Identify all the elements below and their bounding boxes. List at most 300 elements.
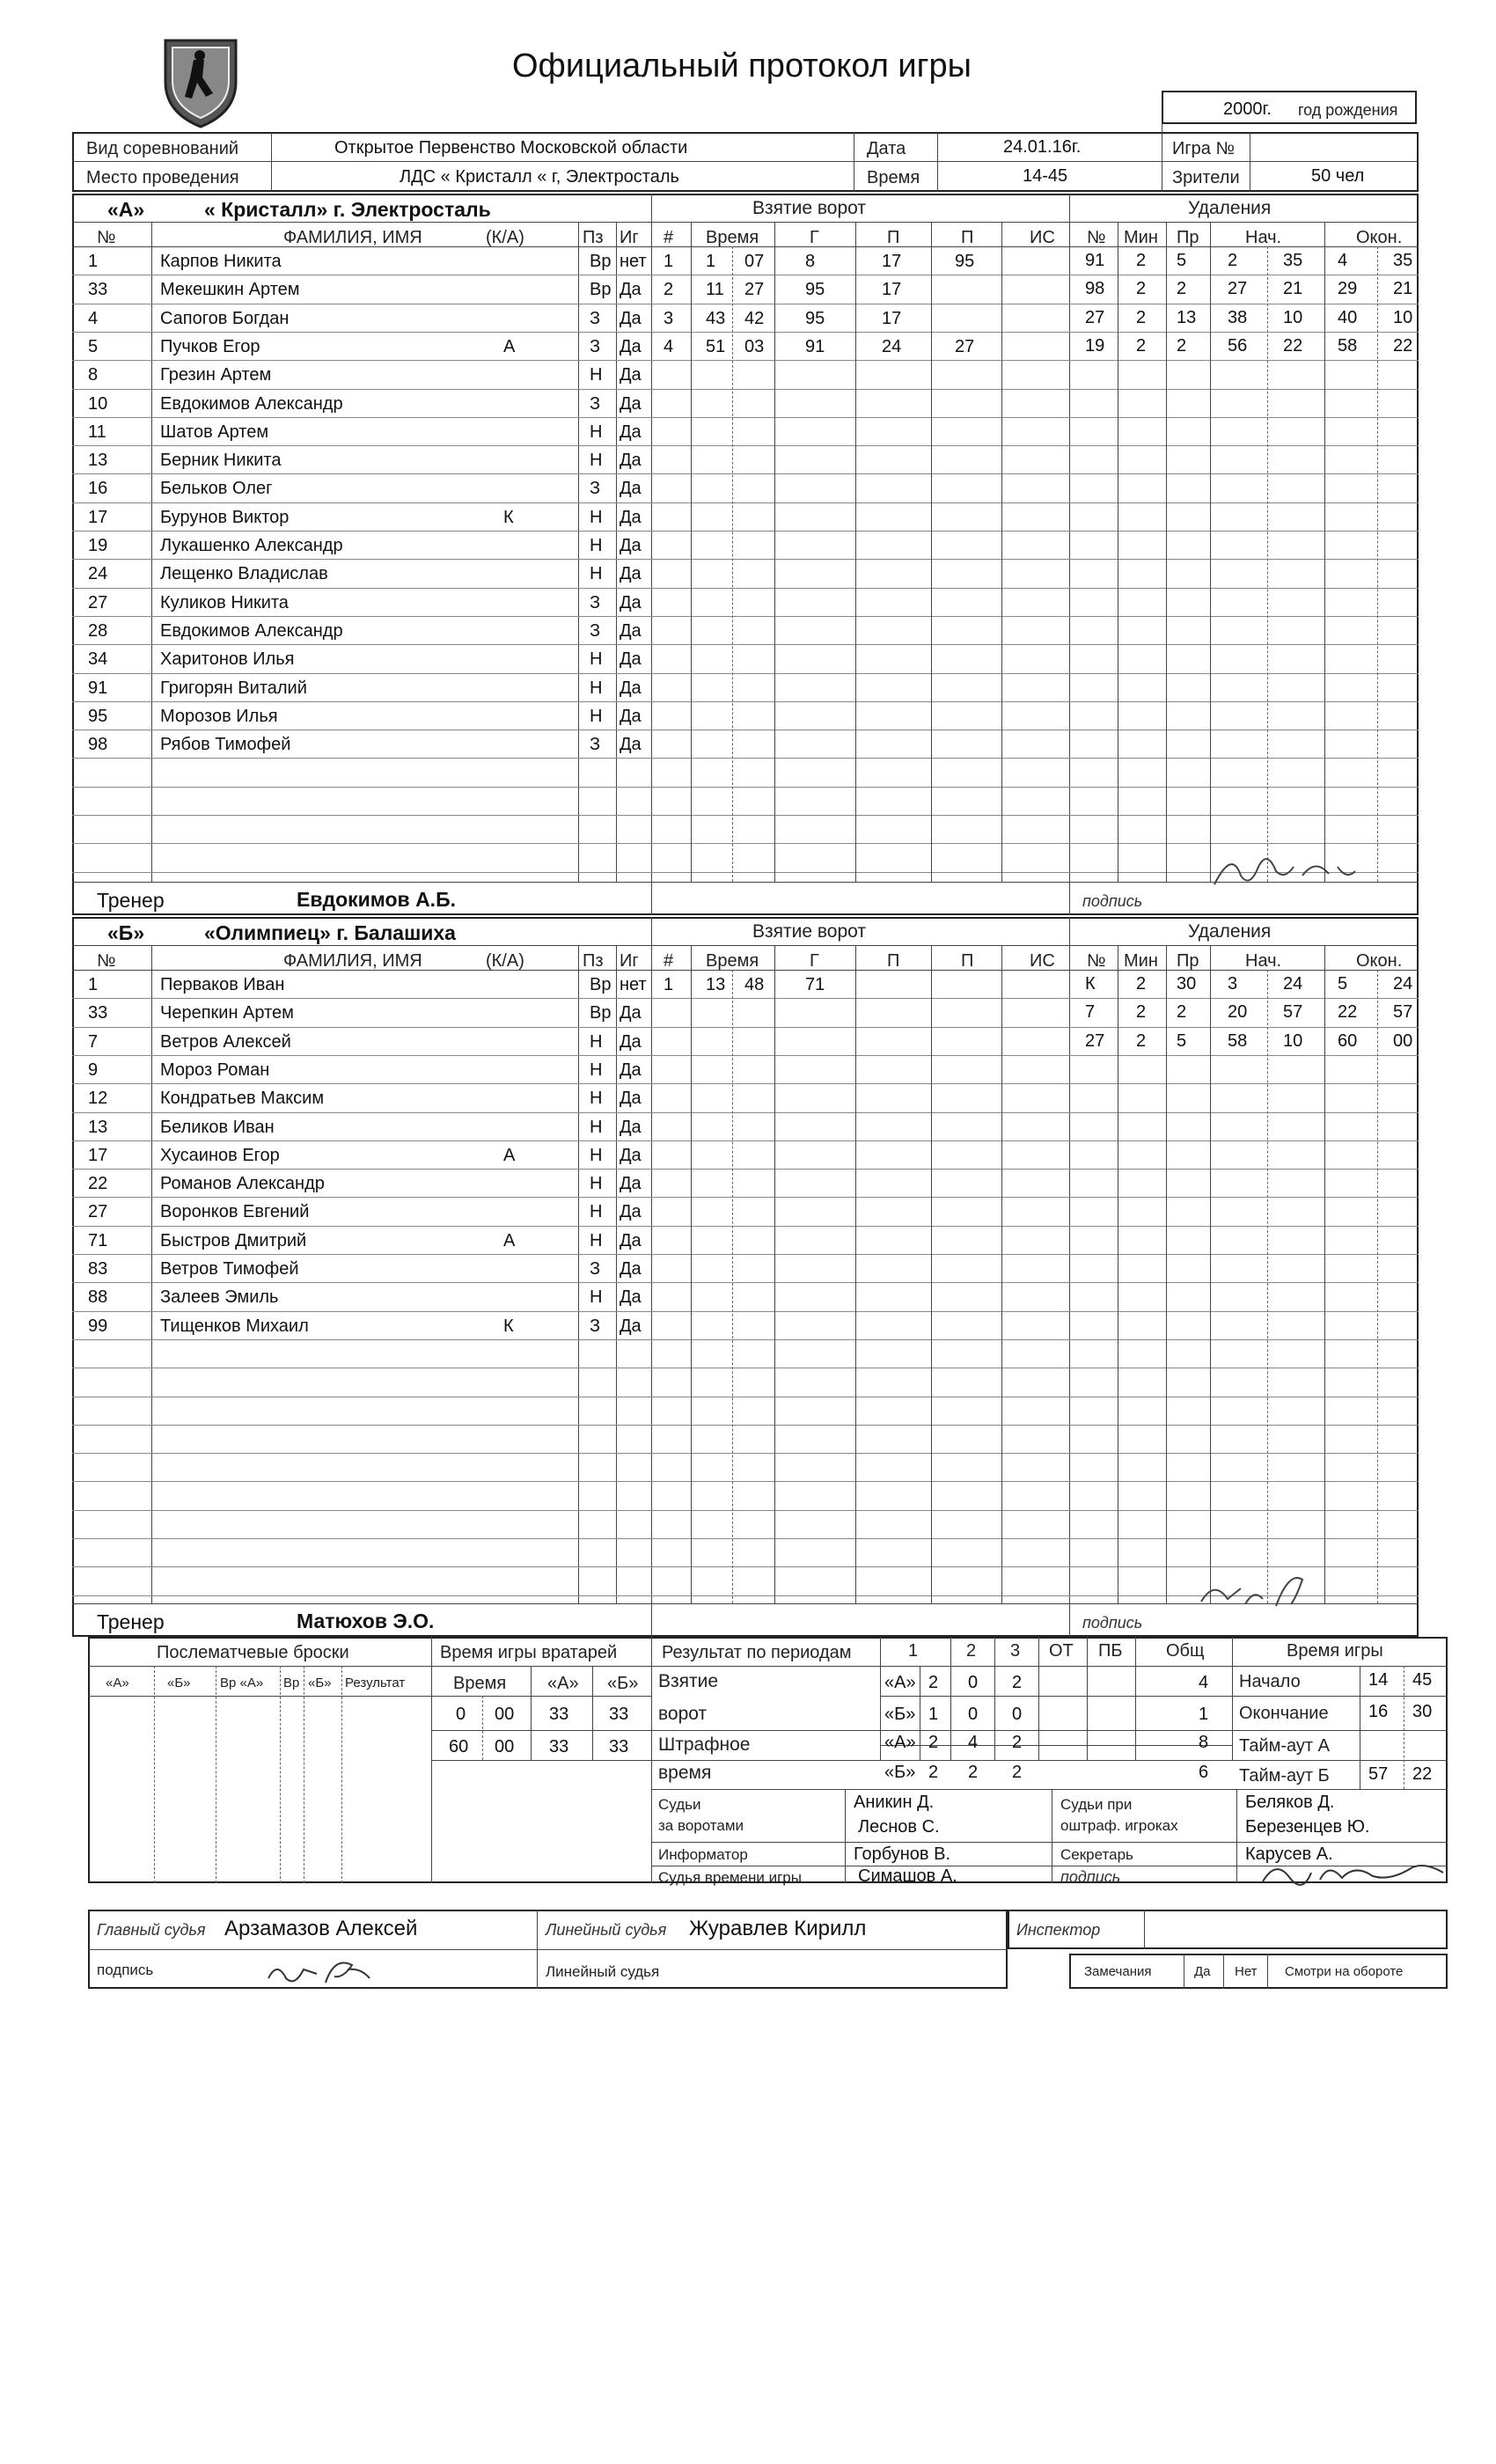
player-number: 16 <box>88 479 108 499</box>
teamA-goal-col-0: # <box>664 228 674 247</box>
player-played: Да <box>620 1060 642 1080</box>
goal-assist-2: 95 <box>955 252 975 271</box>
penalty-start-sec: 22 <box>1283 335 1303 356</box>
player-number: 33 <box>88 1003 108 1023</box>
player-row <box>72 701 651 730</box>
period-row-total: 1 <box>1199 1705 1209 1724</box>
player-row <box>72 1282 651 1310</box>
teamB-goal-col-4: П <box>961 951 974 971</box>
period-col-2: 2 <box>966 1641 977 1661</box>
player-played: Да <box>620 336 642 356</box>
goalie-time-col-b: «Б» <box>607 1674 639 1693</box>
player-position: Н <box>590 536 603 555</box>
player-number: 98 <box>88 735 108 755</box>
teamA-pen-col-3: Нач. <box>1245 228 1282 247</box>
teamA-sign-label: подпись <box>1082 892 1143 910</box>
penalty-start-min: 38 <box>1228 307 1248 327</box>
competition-value: Открытое Первенство Московской области <box>334 138 688 158</box>
teamB-goal-col-5: ИС <box>1030 951 1055 971</box>
player-played: Да <box>620 735 642 755</box>
player-played: Да <box>620 393 642 414</box>
player-number: 17 <box>88 1145 108 1165</box>
player-position: Н <box>590 649 603 670</box>
player-played: Да <box>620 365 642 385</box>
date-label: Дата <box>867 139 906 158</box>
player-played: Да <box>620 1174 642 1194</box>
period-row-team: «А» <box>884 1733 916 1752</box>
timeout-b-label: Тайм-аут Б <box>1239 1766 1330 1786</box>
teamA-coach-label: Тренер <box>97 889 165 912</box>
goal-judges-label2: за воротами <box>658 1817 744 1834</box>
teamB-coach-label: Тренер <box>97 1610 165 1633</box>
player-number: 83 <box>88 1259 108 1279</box>
goal-number: 1 <box>664 252 674 271</box>
penalty-player: К <box>1085 974 1096 994</box>
player-row <box>72 531 651 559</box>
player-position: Н <box>590 507 603 527</box>
player-played: Да <box>620 1316 642 1336</box>
place-label: Место проведения <box>86 168 239 187</box>
player-played: Да <box>620 1259 642 1279</box>
player-row <box>72 970 651 998</box>
player-position: Н <box>590 1287 603 1308</box>
player-played: Да <box>620 649 642 670</box>
penalty-reason: 5 <box>1177 1030 1187 1051</box>
game-start-m: 45 <box>1412 1670 1433 1690</box>
penalty-start-sec: 57 <box>1283 1002 1303 1023</box>
player-name: Лещенко Владислав <box>160 564 328 584</box>
teamB-pen-col-1: Мин <box>1124 951 1158 971</box>
player-name: Карпов Никита <box>160 252 282 271</box>
penalty-end-sec: 22 <box>1393 335 1413 356</box>
game-start-h: 14 <box>1368 1670 1389 1690</box>
player-name: Романов Александр <box>160 1174 325 1194</box>
game-end-h: 16 <box>1368 1702 1389 1721</box>
player-name: Берник Никита <box>160 451 282 471</box>
penalty-reason: 5 <box>1177 251 1187 270</box>
player-played: Да <box>620 280 642 300</box>
teamB-col-ig: Иг <box>620 951 639 971</box>
inspector-label: Инспектор <box>1016 1921 1101 1939</box>
teamA-letter: «А» <box>107 198 145 221</box>
player-position: Вр <box>590 975 612 994</box>
player-played: Да <box>620 479 642 499</box>
player-played: Да <box>620 1117 642 1137</box>
period-row-p3: 2 <box>1012 1673 1023 1692</box>
teamB-pen-col-2: Пр <box>1177 951 1199 971</box>
gk-row2-b: 33 <box>609 1737 629 1756</box>
teamB-goals-title: Взятие ворот <box>752 921 866 942</box>
timekeeper-label: Судья времени игры <box>658 1869 802 1886</box>
player-number: 1 <box>88 252 99 271</box>
shootout-col-b: «Б» <box>167 1676 191 1690</box>
goal-assist-1: 17 <box>882 252 902 271</box>
goal-number: 3 <box>664 308 674 328</box>
player-number: 27 <box>88 1202 108 1222</box>
teamB-goal-col-0: # <box>664 951 674 971</box>
player-number: 95 <box>88 706 108 726</box>
teamB-goal-col-2: Г <box>810 951 819 971</box>
penalty-minutes: 2 <box>1136 1030 1147 1051</box>
penalty-end-sec: 10 <box>1393 307 1413 327</box>
remarks-no: Нет <box>1235 1964 1258 1979</box>
timeout-a-label: Тайм-аут А <box>1239 1736 1330 1756</box>
gk-row1-m: 0 <box>456 1705 466 1724</box>
shootout-col-gk: Вр <box>283 1676 300 1690</box>
player-name: Грезин Артем <box>160 365 272 385</box>
player-position: З <box>590 393 601 414</box>
period-col-1: 1 <box>908 1641 919 1661</box>
player-name: Лукашенко Александр <box>160 536 343 555</box>
teamA-pen-col-2: Пр <box>1177 228 1199 247</box>
player-row <box>72 360 651 388</box>
player-name: Бельков Олег <box>160 479 273 499</box>
player-number: 28 <box>88 620 108 641</box>
period-row-p3: 2 <box>1012 1763 1023 1782</box>
birth-year-label: год рождения <box>1298 101 1398 119</box>
player-role: А <box>503 1230 516 1250</box>
penalty-reason: 2 <box>1177 279 1187 299</box>
place-value: ЛДС « Кристалл « г, Электросталь <box>400 167 679 187</box>
penalty-start-min: 56 <box>1228 335 1248 356</box>
player-row <box>72 1140 651 1169</box>
teamB-goal-col-3: П <box>887 951 900 971</box>
player-number: 17 <box>88 507 108 527</box>
penalty-start-min: 27 <box>1228 279 1248 299</box>
chief-referee-signature <box>264 1952 378 1991</box>
period-row-p2: 2 <box>968 1763 979 1782</box>
player-row <box>72 588 651 616</box>
player-played: Да <box>620 564 642 584</box>
penalty-end-min: 60 <box>1338 1030 1358 1051</box>
referee-sign-label: подпись <box>97 1962 154 1978</box>
goalie-time-col-a: «А» <box>547 1674 579 1693</box>
pen-judge-2: Березенцев Ю. <box>1245 1817 1370 1837</box>
player-name: Морозов Илья <box>160 706 278 726</box>
player-played: Да <box>620 451 642 471</box>
player-name: Шатов Артем <box>160 422 269 442</box>
gk-row1-b: 33 <box>609 1705 629 1724</box>
player-number: 5 <box>88 336 99 356</box>
timeout-b-s: 22 <box>1412 1764 1433 1784</box>
player-played: Да <box>620 1145 642 1165</box>
player-number: 7 <box>88 1031 99 1052</box>
player-row <box>72 275 651 303</box>
teamA-goal-col-5: ИС <box>1030 228 1055 247</box>
teamB-pen-title: Удаления <box>1188 921 1272 942</box>
player-number: 91 <box>88 678 108 698</box>
period-pen-label1: Штрафное <box>658 1734 751 1755</box>
line-referee-1: Журавлев Кирилл <box>689 1917 867 1940</box>
player-name: Мекешкин Артем <box>160 280 300 300</box>
page-title: Официальный протокол игры <box>512 48 972 84</box>
goal-number: 2 <box>664 280 674 300</box>
player-role: А <box>503 336 516 356</box>
player-played: Да <box>620 308 642 328</box>
player-row <box>72 1027 651 1055</box>
period-row-p2: 0 <box>968 1673 979 1692</box>
player-name: Григорян Виталий <box>160 678 307 698</box>
gk-row1-s: 00 <box>495 1705 515 1724</box>
penalty-minutes: 2 <box>1136 307 1147 327</box>
period-row-p1: 2 <box>928 1763 939 1782</box>
player-position: Н <box>590 1031 603 1052</box>
player-number: 27 <box>88 592 108 612</box>
penalty-start-sec: 21 <box>1283 279 1303 299</box>
period-row-p2: 0 <box>968 1705 979 1724</box>
player-number: 71 <box>88 1230 108 1250</box>
remarks-see-back: Смотри на обороте <box>1285 1964 1404 1979</box>
penalty-player: 27 <box>1085 307 1105 327</box>
spectators-label: Зрители <box>1172 168 1240 187</box>
player-name: Черепкин Артем <box>160 1003 294 1023</box>
player-number: 24 <box>88 564 108 584</box>
gk-row2-a: 33 <box>549 1737 569 1756</box>
player-number: 8 <box>88 365 99 385</box>
player-row <box>72 389 651 417</box>
goal-judge-2: Леснов С. <box>858 1817 940 1837</box>
period-row-p3: 0 <box>1012 1705 1023 1724</box>
penalty-reason: 30 <box>1177 974 1197 994</box>
time-label: Время <box>867 168 920 187</box>
player-name: Ветров Алексей <box>160 1031 291 1052</box>
penalty-end-min: 29 <box>1338 279 1358 299</box>
player-row <box>72 502 651 531</box>
penalty-end-sec: 00 <box>1393 1030 1413 1051</box>
player-name: Быстров Дмитрий <box>160 1230 307 1250</box>
game-start-label: Начало <box>1239 1672 1301 1691</box>
teamB-col-name: ФАМИЛИЯ, ИМЯ <box>283 951 422 971</box>
goal-second: 48 <box>744 975 765 994</box>
goal-scorer: 71 <box>805 975 825 994</box>
period-col-pb: ПБ <box>1098 1641 1123 1661</box>
secretary-value: Карусев А. <box>1245 1844 1333 1864</box>
goal-number: 4 <box>664 336 674 356</box>
period-row-total: 6 <box>1199 1763 1209 1782</box>
player-name: Тищенков Михаил <box>160 1316 309 1336</box>
teamA-pen-col-0: № <box>1087 228 1106 247</box>
penalty-end-sec: 24 <box>1393 974 1413 994</box>
team-a-coach-signature <box>1206 840 1364 893</box>
player-position: Н <box>590 1174 603 1194</box>
teamA-coach: Евдокимов А.Б. <box>297 888 456 911</box>
penalty-minutes: 2 <box>1136 1002 1147 1023</box>
player-name: Беликов Иван <box>160 1117 275 1137</box>
player-position: З <box>590 592 601 612</box>
player-number: 10 <box>88 393 108 414</box>
penalty-start-sec: 10 <box>1283 307 1303 327</box>
teamB-pen-col-3: Нач. <box>1245 951 1282 971</box>
game-number-label: Игра № <box>1172 139 1235 158</box>
shootout-col-a: «А» <box>106 1676 129 1690</box>
penalty-minutes: 2 <box>1136 335 1147 356</box>
player-played: нет <box>620 252 647 271</box>
penalty-end-min: 22 <box>1338 1002 1358 1023</box>
period-goals-label2: ворот <box>658 1704 708 1724</box>
player-name: Воронков Евгений <box>160 1202 310 1222</box>
player-position: З <box>590 1259 601 1279</box>
player-played: Да <box>620 1287 642 1308</box>
player-played: Да <box>620 1031 642 1052</box>
teamA-pen-col-1: Мин <box>1124 228 1158 247</box>
player-row <box>72 1112 651 1140</box>
period-col-total: Общ <box>1166 1641 1205 1661</box>
penalty-start-min: 3 <box>1228 974 1238 994</box>
penalty-minutes: 2 <box>1136 974 1147 994</box>
pen-judges-label2: оштраф. игроках <box>1060 1817 1178 1834</box>
penalty-end-min: 5 <box>1338 974 1348 994</box>
player-played: Да <box>620 706 642 726</box>
line-referee-1-label: Линейный судья <box>546 1921 667 1939</box>
player-position: Вр <box>590 280 612 300</box>
goal-number: 1 <box>664 975 674 994</box>
player-name: Рябов Тимофей <box>160 735 291 755</box>
penalty-player: 27 <box>1085 1030 1105 1051</box>
player-position: Н <box>590 1089 603 1109</box>
player-name: Куликов Никита <box>160 592 289 612</box>
player-row <box>72 332 651 360</box>
penalty-start-min: 2 <box>1228 251 1238 270</box>
period-row-team: «Б» <box>884 1763 916 1782</box>
player-number: 4 <box>88 308 99 328</box>
goal-scorer: 95 <box>805 308 825 328</box>
player-position: Н <box>590 1230 603 1250</box>
league-logo <box>158 33 243 130</box>
penalty-minutes: 2 <box>1136 251 1147 270</box>
line-referee-2-label: Линейный судья <box>546 1963 660 1980</box>
teamB-coach: Матюхов Э.О. <box>297 1610 435 1632</box>
game-time-title: Время игры <box>1287 1641 1383 1661</box>
penalty-end-sec: 21 <box>1393 279 1413 299</box>
player-row <box>72 246 651 275</box>
period-col-3: 3 <box>1010 1641 1021 1661</box>
player-row <box>72 616 651 644</box>
player-name: Перваков Иван <box>160 975 285 994</box>
chief-referee: Арзамазов Алексей <box>224 1917 418 1940</box>
player-played: Да <box>620 1230 642 1250</box>
player-role: А <box>503 1145 516 1165</box>
penalty-end-sec: 57 <box>1393 1002 1413 1023</box>
gk-row2-m: 60 <box>449 1737 469 1756</box>
period-row-p1: 1 <box>928 1705 939 1724</box>
teamA-col-ig: Иг <box>620 228 639 247</box>
player-name: Кондратьев Максим <box>160 1089 325 1109</box>
teamA-goal-col-4: П <box>961 228 974 247</box>
penalty-start-sec: 24 <box>1283 974 1303 994</box>
secretary-signature <box>1258 1855 1452 1890</box>
player-role: К <box>503 507 514 527</box>
player-position: Н <box>590 1202 603 1222</box>
player-position: З <box>590 336 601 356</box>
player-name: Хусаинов Егор <box>160 1145 280 1165</box>
goal-minute: 13 <box>706 975 726 994</box>
period-row-team: «А» <box>884 1673 916 1692</box>
player-number: 19 <box>88 536 108 555</box>
goal-scorer: 91 <box>805 336 825 356</box>
player-row <box>72 417 651 445</box>
teamA-col-name: ФАМИЛИЯ, ИМЯ <box>283 228 422 247</box>
player-number: 34 <box>88 649 108 670</box>
time-value: 14-45 <box>1023 166 1068 186</box>
competition-label: Вид соревнований <box>86 139 239 158</box>
player-played: Да <box>620 536 642 555</box>
player-number: 88 <box>88 1287 108 1308</box>
penalty-end-min: 4 <box>1338 251 1348 270</box>
player-row <box>72 445 651 473</box>
penalty-start-min: 58 <box>1228 1030 1248 1051</box>
teamB-pen-col-0: № <box>1087 951 1106 971</box>
teamB-col-pz: Пз <box>583 951 604 971</box>
penalty-end-min: 58 <box>1338 335 1358 356</box>
player-position: Н <box>590 678 603 698</box>
goal-second: 03 <box>744 336 765 356</box>
teamB-col-num: № <box>97 951 116 971</box>
goal-scorer: 95 <box>805 280 825 300</box>
spectators-value: 50 чел <box>1311 166 1365 186</box>
penalty-player: 91 <box>1085 251 1105 270</box>
birth-year: 2000г. <box>1223 99 1272 119</box>
player-position: З <box>590 735 601 755</box>
shootout-title: Послематчевые броски <box>157 1643 349 1662</box>
player-position: Н <box>590 1060 603 1080</box>
player-row <box>72 644 651 672</box>
timeout-b-m: 57 <box>1368 1764 1389 1784</box>
shootout-col-gka: Вр «А» <box>220 1676 264 1690</box>
period-row-total: 8 <box>1199 1733 1209 1752</box>
player-row <box>72 1055 651 1083</box>
timekeeper-value: Симашов А. <box>858 1866 957 1886</box>
player-name: Бурунов Виктор <box>160 507 290 527</box>
player-position: Вр <box>590 252 612 271</box>
period-row-team: «Б» <box>884 1705 916 1724</box>
date-value: 24.01.16г. <box>1003 137 1082 157</box>
teamB-letter: «Б» <box>107 921 145 944</box>
period-row-p3: 2 <box>1012 1733 1023 1752</box>
period-row-p1: 2 <box>928 1673 939 1692</box>
goal-second: 27 <box>744 280 765 300</box>
period-col-ot: ОТ <box>1049 1641 1074 1661</box>
period-row-p1: 2 <box>928 1733 939 1752</box>
player-played: Да <box>620 592 642 612</box>
player-number: 12 <box>88 1089 108 1109</box>
period-pen-label2: время <box>658 1763 712 1783</box>
teamB-pen-col-4: Окон. <box>1356 951 1403 971</box>
player-number: 1 <box>88 975 99 994</box>
player-row <box>72 998 651 1026</box>
player-name: Евдокимов Александр <box>160 393 343 414</box>
shootout-col-gkb: «Б» <box>308 1676 332 1690</box>
teamB-goal-col-1: Время <box>706 951 759 971</box>
player-name: Евдокимов Александр <box>160 620 343 641</box>
penalty-end-min: 40 <box>1338 307 1358 327</box>
player-row <box>72 1197 651 1225</box>
penalty-reason: 2 <box>1177 335 1187 356</box>
player-name: Харитонов Илья <box>160 649 295 670</box>
goal-assist-1: 24 <box>882 336 902 356</box>
player-played: нет <box>620 975 647 994</box>
penalty-reason: 13 <box>1177 307 1197 327</box>
teamA-col-ka: (К/А) <box>486 228 524 247</box>
goal-scorer: 8 <box>805 252 816 271</box>
player-number: 11 <box>88 422 106 442</box>
period-row-total: 4 <box>1199 1673 1209 1692</box>
goal-assist-1: 17 <box>882 308 902 328</box>
player-position: З <box>590 620 601 641</box>
player-number: 9 <box>88 1060 99 1080</box>
period-goals-label1: Взятие <box>658 1671 719 1691</box>
player-row <box>72 1254 651 1282</box>
player-row <box>72 1083 651 1111</box>
